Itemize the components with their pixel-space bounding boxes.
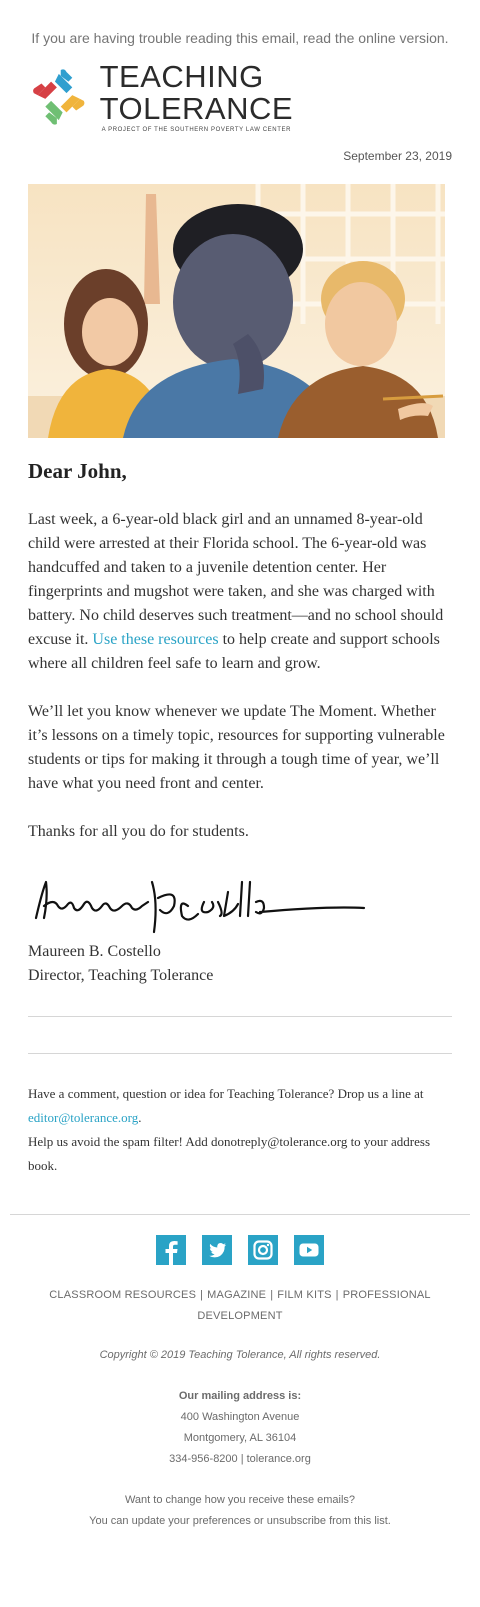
preheader[interactable]: If you are having trouble reading this email, read the online version. (31, 30, 449, 46)
contact-text-end: . (138, 1110, 142, 1125)
address-line-1: 400 Washington Avenue (180, 1411, 300, 1423)
resources-link[interactable]: Use these resources (92, 631, 219, 648)
footer-link-professional-development[interactable]: PROFESSIONAL DEVELOPMENT (197, 1289, 431, 1322)
hero-illustration (28, 184, 445, 438)
email-body (0, 508, 480, 844)
contact-text: Have a comment, question or idea for Teaching Tolerance? Drop us a line at (28, 1086, 424, 1101)
logo-text (100, 61, 452, 133)
footer-link-magazine[interactable]: MAGAZINE (207, 1289, 267, 1301)
footer-divider (10, 1214, 470, 1215)
contact-line-1 (28, 1082, 452, 1130)
body-p1-text: Last week, a 6-year-old black girl and an unnamed 8-year-old child were arrested at their Florida school. The 6-year-old was handcuffed and taken to a juvenile detention center. Her fingerprints and mugshot were taken, and she was charged with battery. No child deserves such treatment—and no school should excuse it. (28, 511, 444, 648)
logo[interactable] (0, 59, 480, 133)
editor-email-link[interactable]: editor@tolerance.org (28, 1110, 139, 1125)
hands-logo-icon (28, 65, 90, 129)
signer-block (0, 940, 480, 988)
facebook-icon[interactable] (156, 1235, 186, 1265)
social-links (0, 1235, 480, 1265)
divider (28, 1016, 452, 1017)
body-p1-text-end: to help create and support schools where all children feel safe to learn and grow. (28, 631, 440, 672)
footer-separator: | (270, 1289, 274, 1301)
contact-line-2: Help us avoid the spam filter! Add donotreply@tolerance.org to your address book. (28, 1134, 430, 1173)
body-paragraph-3: Thanks for all you do for students. (28, 823, 249, 840)
divider (28, 1053, 452, 1054)
youtube-icon[interactable] (294, 1235, 324, 1265)
address-line-2: Montgomery, AL 36104 (183, 1432, 297, 1444)
twitter-icon[interactable] (202, 1235, 232, 1265)
phone-and-site[interactable]: 334-956-8200 | tolerance.org (169, 1453, 311, 1465)
mailing-label: Our mailing address is: (178, 1390, 302, 1402)
signer-title: Director, Teaching Tolerance (28, 967, 214, 984)
body-paragraph-1 (28, 508, 452, 676)
prefs-question: Want to change how you receive these emails? (124, 1494, 356, 1506)
footer (0, 1285, 480, 1552)
footer-nav (40, 1285, 440, 1327)
body-paragraph-2: We’ll let you know whenever we update The Moment. Whether it’s lessons on a timely topic, resources for supporting vulnerable students or tips for making it through a tough time of year, we’ll have what you need front and center. (28, 703, 445, 792)
footer-separator: | (200, 1289, 204, 1301)
prefs-update-link[interactable]: You can update your preferences or unsubscribe from this list. (89, 1515, 391, 1527)
footer-link-classroom-resources[interactable]: CLASSROOM RESOURCES (49, 1289, 197, 1301)
signer-name: Maureen B. Costello (28, 943, 161, 960)
instagram-icon[interactable] (248, 1235, 278, 1265)
logo-subtitle: A PROJECT OF THE SOUTHERN POVERTY LAW CENTER (101, 127, 292, 133)
signature (28, 862, 368, 938)
contact-info (0, 1082, 480, 1178)
logo-title: TEACHING TOLERANCE (99, 59, 294, 126)
mailing-address (40, 1386, 440, 1470)
footer-separator: | (335, 1289, 339, 1301)
preferences (40, 1490, 440, 1552)
email-date: September 23, 2019 (343, 149, 452, 163)
footer-link-film-kits[interactable]: FILM KITS (277, 1289, 332, 1301)
copyright: Copyright © 2019 Teaching Tolerance, All rights reserved. (99, 1349, 381, 1361)
greeting: Dear John, (28, 459, 127, 483)
